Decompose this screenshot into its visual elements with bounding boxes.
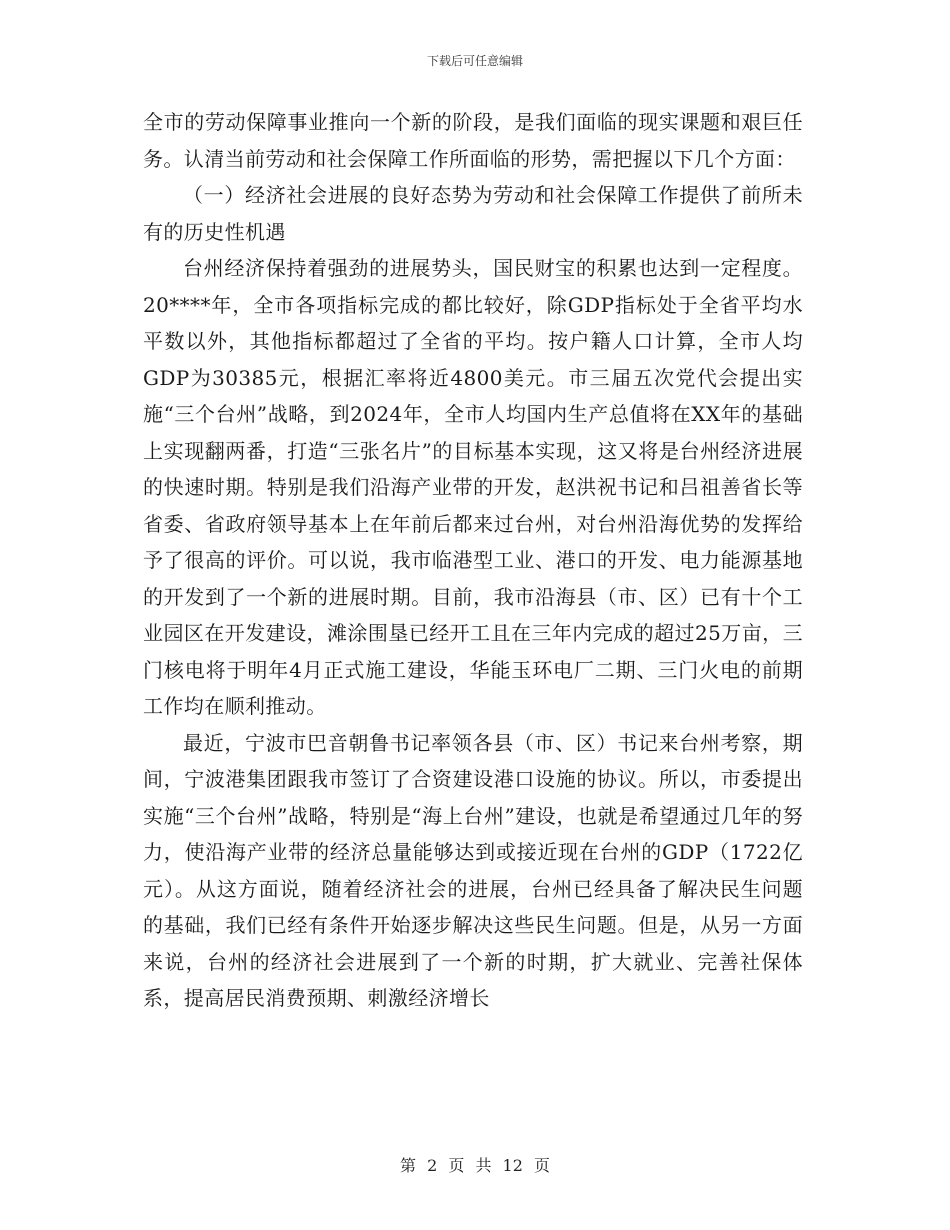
- paragraph-section-heading: （一）经济社会进展的良好态势为劳动和社会保障工作提供了前所未有的历史性机遇: [143, 183, 803, 244]
- paragraph-ningbo: 最近，宁波市巴音朝鲁书记率领各县（市、区）书记来台州考察，期间，宁波港集团跟我市签订了合资建设港口设施的协议。所以，市委提出实施“三个台州”战略，特别是“海上台州”建设，也就是希望通过几年的努力，使沿海产业带的经济总量能够达到或接近现在台州的GDP（1722亿元）。从这方面说，随着经济社会的进展，台州已经具备了解决民生问题的基础，我们已经有条件开始逐步解决这些民生问题。但是，从另一方面来说，台州的经济社会进展到了一个新的时期，扩大就业、完善社保体系，提高居民消费预期、刺激经济增长: [143, 730, 803, 1010]
- paragraph-intro: 全市的劳动保障事业推向一个新的阶段，是我们面临的现实课题和艰巨任务。认清当前劳动和社会保障工作所面临的形势，需把握以下几个方面：: [143, 110, 803, 171]
- page-header: 下载后可任意编辑: [426, 54, 523, 68]
- page-footer: 第 2 页 共 12 页: [400, 1156, 550, 1175]
- document-body: [143, 104, 803, 1017]
- paragraph-economy: 台州经济保持着强劲的进展势头，国民财宝的积累也达到一定程度。20****年，全市各项指标完成的都比较好，除GDP指标处于全省平均水平数以外，其他指标都超过了全省的平均。按户籍人口计算，全市人均GDP为30385元，根据汇率将近4800美元。市三届五次党代会提出实施“三个台州”战略，到2024年，全市人均国内生产总值将在XX年的基础上实现翻两番，打造“三张名片”的目标基本实现，这又将是台州经济进展的快速时期。特别是我们沿海产业带的开发，赵洪祝书记和吕祖善省长等省委、省政府领导基本上在年前后都来过台州，对台州沿海优势的发挥给予了很高的评价。可以说，我市临港型工业、港口的开发、电力能源基地的开发到了一个新的进展时期。目前，我市沿海县（市、区）已有十个工业园区在开发建设，滩涂围垦已经开工且在三年内完成的超过25万亩，三门核电将于明年4月正式施工建设，华能玉环电厂二期、三门火电的前期工作均在顺利推动。: [143, 256, 803, 718]
